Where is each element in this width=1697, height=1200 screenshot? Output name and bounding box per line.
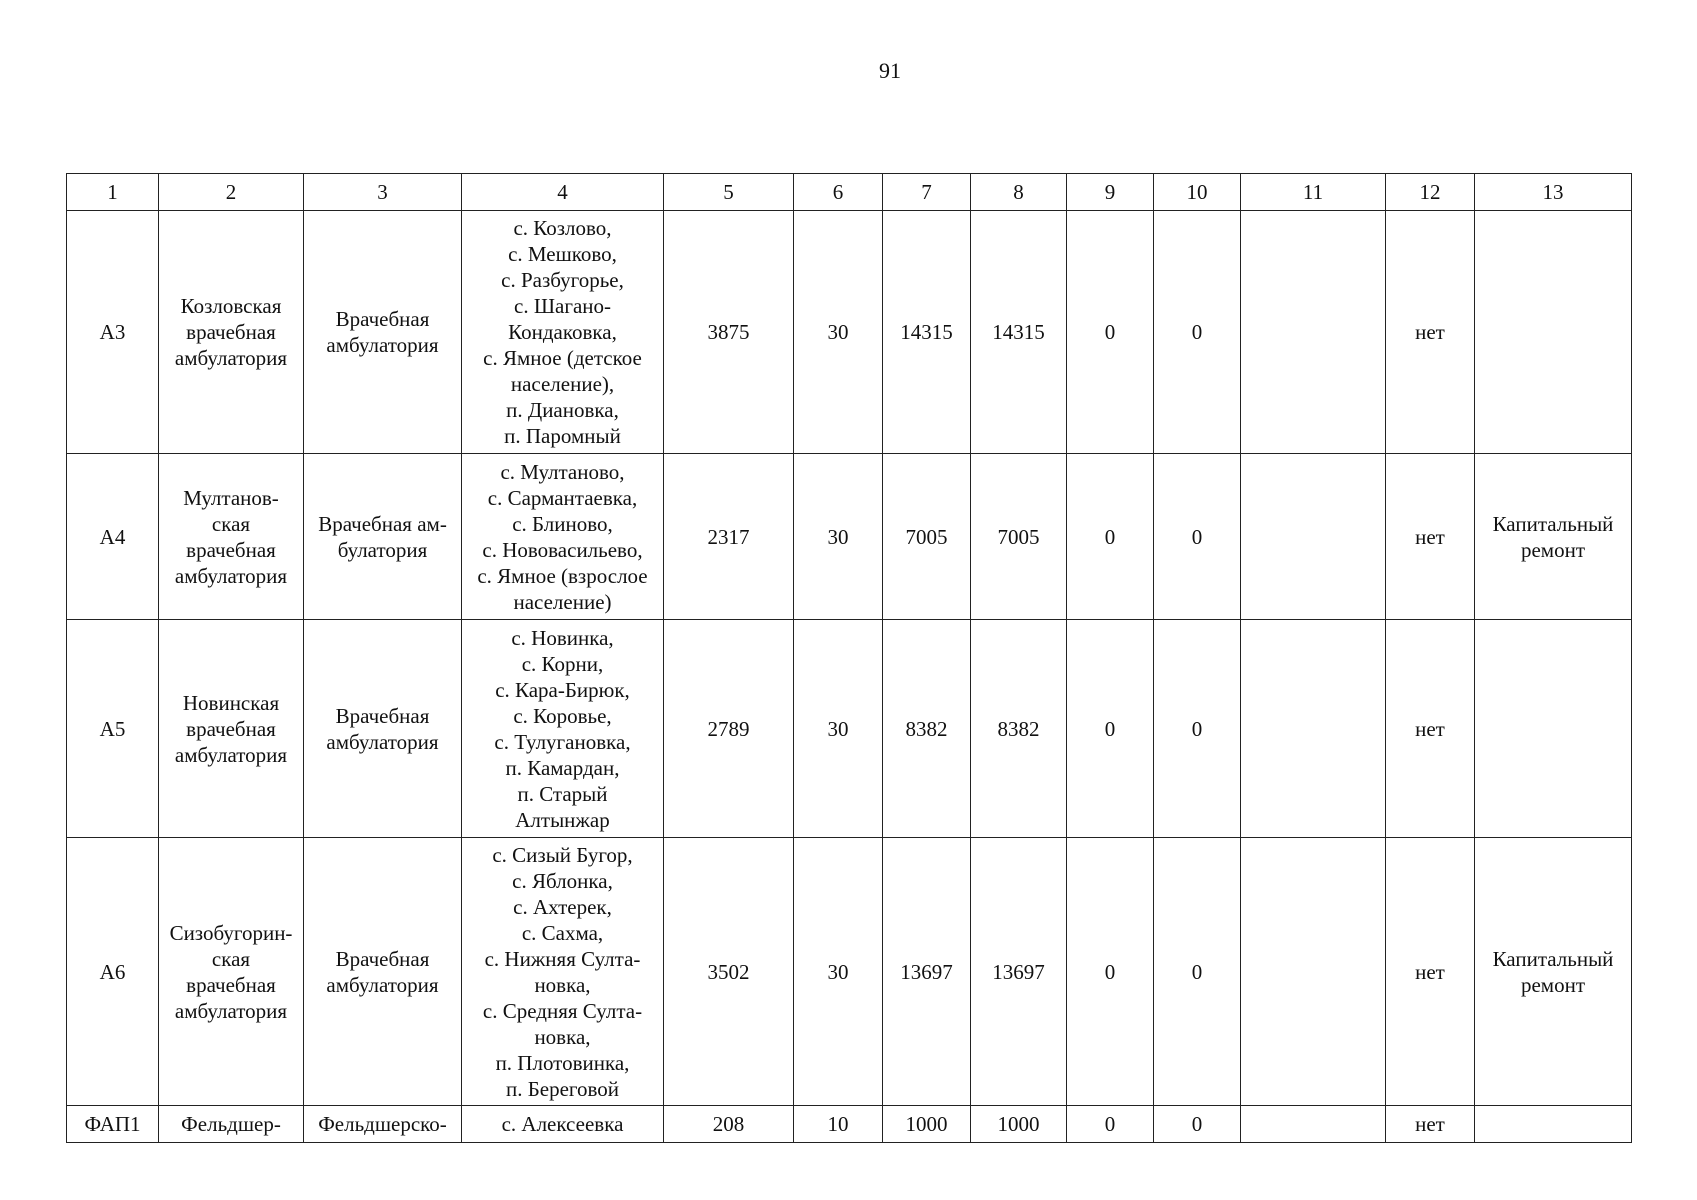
- column-header: 3: [304, 174, 462, 211]
- cell-col-10: 0: [1154, 1106, 1241, 1143]
- text-line: Фельдшерско-: [318, 1112, 447, 1136]
- facility-name: [159, 620, 304, 838]
- text-line: Врачебная: [335, 307, 430, 331]
- text-line: амбулатория: [326, 972, 439, 997]
- text-line: амбулатория: [174, 998, 288, 1023]
- facility-name: [159, 1106, 304, 1143]
- facility-id: А4: [67, 454, 159, 620]
- text-line: врачебная: [186, 716, 276, 741]
- column-header: 2: [159, 174, 304, 211]
- cell-col-7: 1000: [883, 1106, 971, 1143]
- cell-col-9: 0: [1067, 1106, 1154, 1143]
- cell-col-5: 2789: [664, 620, 794, 838]
- text-line: ремонт: [1520, 537, 1586, 562]
- text-line: амбулатория: [174, 742, 288, 767]
- text-line: с. Сизый Бугор,: [492, 842, 633, 867]
- cell-col-12: нет: [1386, 454, 1475, 620]
- cell-col-12: нет: [1386, 1106, 1475, 1143]
- cell-col-12: нет: [1386, 211, 1475, 454]
- facility-type: [304, 1106, 462, 1143]
- facility-id: ФАП1: [67, 1106, 159, 1143]
- text-line: с. Коровье,: [513, 703, 612, 728]
- column-header: 6: [794, 174, 883, 211]
- column-header: 8: [971, 174, 1067, 211]
- text-line: население),: [510, 372, 615, 396]
- text-line: с. Ямное (взрослое: [477, 563, 648, 588]
- text-line: амбулатория: [326, 729, 439, 754]
- cell-col-10: 0: [1154, 454, 1241, 620]
- cell-col-5: 3875: [664, 211, 794, 454]
- text-line: Врачебная: [335, 946, 430, 971]
- text-line: ская: [211, 946, 251, 971]
- text-line: п. Камардан,: [505, 755, 620, 780]
- cell-col-6: 30: [794, 211, 883, 454]
- text-line: новка,: [534, 972, 591, 997]
- text-line: врачебная: [186, 320, 276, 344]
- column-header: 4: [462, 174, 664, 211]
- header-row: [67, 174, 1632, 211]
- text-line: булатория: [337, 537, 428, 562]
- text-line: с. Новинка,: [511, 625, 614, 650]
- cell-col-6: 30: [794, 620, 883, 838]
- page-number: 91: [879, 58, 901, 83]
- text-line: Фельдшер-: [181, 1112, 281, 1136]
- text-line: новка,: [534, 1024, 591, 1049]
- facility-type: [304, 454, 462, 620]
- cell-col-10: 0: [1154, 211, 1241, 454]
- facility-name: [159, 211, 304, 454]
- served-settlements: [462, 211, 664, 454]
- text-line: Кондаковка,: [508, 320, 617, 344]
- column-header: 9: [1067, 174, 1154, 211]
- text-line: Врачебная: [335, 703, 430, 728]
- text-line: Сизобугорин-: [169, 920, 293, 945]
- column-header: 11: [1241, 174, 1386, 211]
- text-line: Капитальный: [1492, 946, 1614, 971]
- cell-col-10: 0: [1154, 838, 1241, 1106]
- text-line: п. Диановка,: [506, 398, 619, 422]
- cell-col-13: [1475, 1106, 1632, 1143]
- cell-col-12: нет: [1386, 620, 1475, 838]
- cell-col-6: 30: [794, 454, 883, 620]
- cell-col-13: [1475, 838, 1632, 1106]
- table-row: [67, 454, 1632, 620]
- cell-col-13: [1475, 454, 1632, 620]
- text-line: Капитальный: [1492, 511, 1614, 536]
- text-line: Новинская: [182, 690, 280, 715]
- text-line: с. Тулугановка,: [494, 729, 631, 754]
- cell-col-11: [1241, 1106, 1386, 1143]
- cell-col-9: 0: [1067, 838, 1154, 1106]
- served-settlements: [462, 454, 664, 620]
- text-line: с. Мешково,: [508, 242, 617, 266]
- text-line: с. Ахтерек,: [513, 894, 612, 919]
- facility-id: А6: [67, 838, 159, 1106]
- text-line: с. Алексеевка: [501, 1112, 624, 1136]
- text-line: п. Береговой: [505, 1076, 620, 1101]
- cell-col-13: [1475, 620, 1632, 838]
- text-line: с. Разбугорье,: [501, 268, 624, 292]
- text-line: с. Кара-Бирюк,: [495, 677, 630, 702]
- facility-id: А3: [67, 211, 159, 454]
- text-line: амбулатория: [174, 563, 288, 588]
- text-line: с. Нововасильево,: [482, 537, 643, 562]
- text-line: Алтынжар: [515, 807, 610, 832]
- cell-col-6: 10: [794, 1106, 883, 1143]
- text-line: с. Блиново,: [512, 511, 613, 536]
- text-line: с. Яблонка,: [512, 868, 613, 893]
- column-header: 1: [67, 174, 159, 211]
- cell-col-8: 8382: [971, 620, 1067, 838]
- cell-col-12: нет: [1386, 838, 1475, 1106]
- cell-col-7: 7005: [883, 454, 971, 620]
- facility-name: [159, 454, 304, 620]
- column-header: 7: [883, 174, 971, 211]
- text-line: с. Сахма,: [521, 920, 604, 945]
- text-line: врачебная: [186, 537, 276, 562]
- text-line: с. Ямное (детское: [483, 346, 642, 370]
- cell-col-5: 2317: [664, 454, 794, 620]
- cell-col-8: 13697: [971, 838, 1067, 1106]
- cell-col-7: 8382: [883, 620, 971, 838]
- table-row: [67, 838, 1632, 1106]
- facility-id: А5: [67, 620, 159, 838]
- cell-col-11: [1241, 620, 1386, 838]
- text-line: ремонт: [1520, 972, 1586, 997]
- text-line: амбулатория: [326, 333, 439, 357]
- cell-col-9: 0: [1067, 454, 1154, 620]
- text-line: с. Нижняя Султа-: [484, 946, 641, 971]
- table-row: [67, 211, 1632, 454]
- cell-col-11: [1241, 454, 1386, 620]
- column-header: 5: [664, 174, 794, 211]
- column-header: 12: [1386, 174, 1475, 211]
- text-line: ская: [211, 511, 251, 536]
- text-line: Мултанов-: [183, 485, 279, 510]
- served-settlements: [462, 620, 664, 838]
- cell-col-5: 3502: [664, 838, 794, 1106]
- text-line: с. Козлово,: [513, 216, 612, 240]
- text-line: население): [513, 589, 612, 614]
- column-header: 13: [1475, 174, 1632, 211]
- cell-col-5: 208: [664, 1106, 794, 1143]
- text-line: с. Корни,: [521, 651, 604, 676]
- cell-col-10: 0: [1154, 620, 1241, 838]
- text-line: п. Плотовинка,: [495, 1050, 630, 1075]
- cell-col-9: 0: [1067, 620, 1154, 838]
- table-row: [67, 620, 1632, 838]
- cell-col-8: 7005: [971, 454, 1067, 620]
- text-line: Козловская: [180, 294, 282, 318]
- text-line: с. Мултаново,: [500, 459, 625, 484]
- cell-col-7: 13697: [883, 838, 971, 1106]
- text-line: врачебная: [186, 972, 276, 997]
- text-line: с. Средняя Султа-: [482, 998, 643, 1023]
- facilities-table: [66, 173, 1632, 1143]
- column-header: 10: [1154, 174, 1241, 211]
- text-line: амбулатория: [174, 346, 288, 370]
- text-line: с. Сармантаевка,: [487, 485, 638, 510]
- facility-type: [304, 211, 462, 454]
- cell-col-13: [1475, 211, 1632, 454]
- served-settlements: [462, 838, 664, 1106]
- text-line: п. Паромный: [504, 424, 621, 448]
- text-line: Врачебная ам-: [318, 511, 447, 536]
- table-row: [67, 1106, 1632, 1143]
- facility-name: [159, 838, 304, 1106]
- facility-type: [304, 838, 462, 1106]
- text-line: с. Шагано-: [514, 294, 611, 318]
- cell-col-8: 1000: [971, 1106, 1067, 1143]
- cell-col-6: 30: [794, 838, 883, 1106]
- cell-col-9: 0: [1067, 211, 1154, 454]
- facility-type: [304, 620, 462, 838]
- served-settlements: [462, 1106, 664, 1143]
- text-line: п. Старый: [517, 781, 608, 806]
- cell-col-8: 14315: [971, 211, 1067, 454]
- cell-col-7: 14315: [883, 211, 971, 454]
- cell-col-11: [1241, 211, 1386, 454]
- cell-col-11: [1241, 838, 1386, 1106]
